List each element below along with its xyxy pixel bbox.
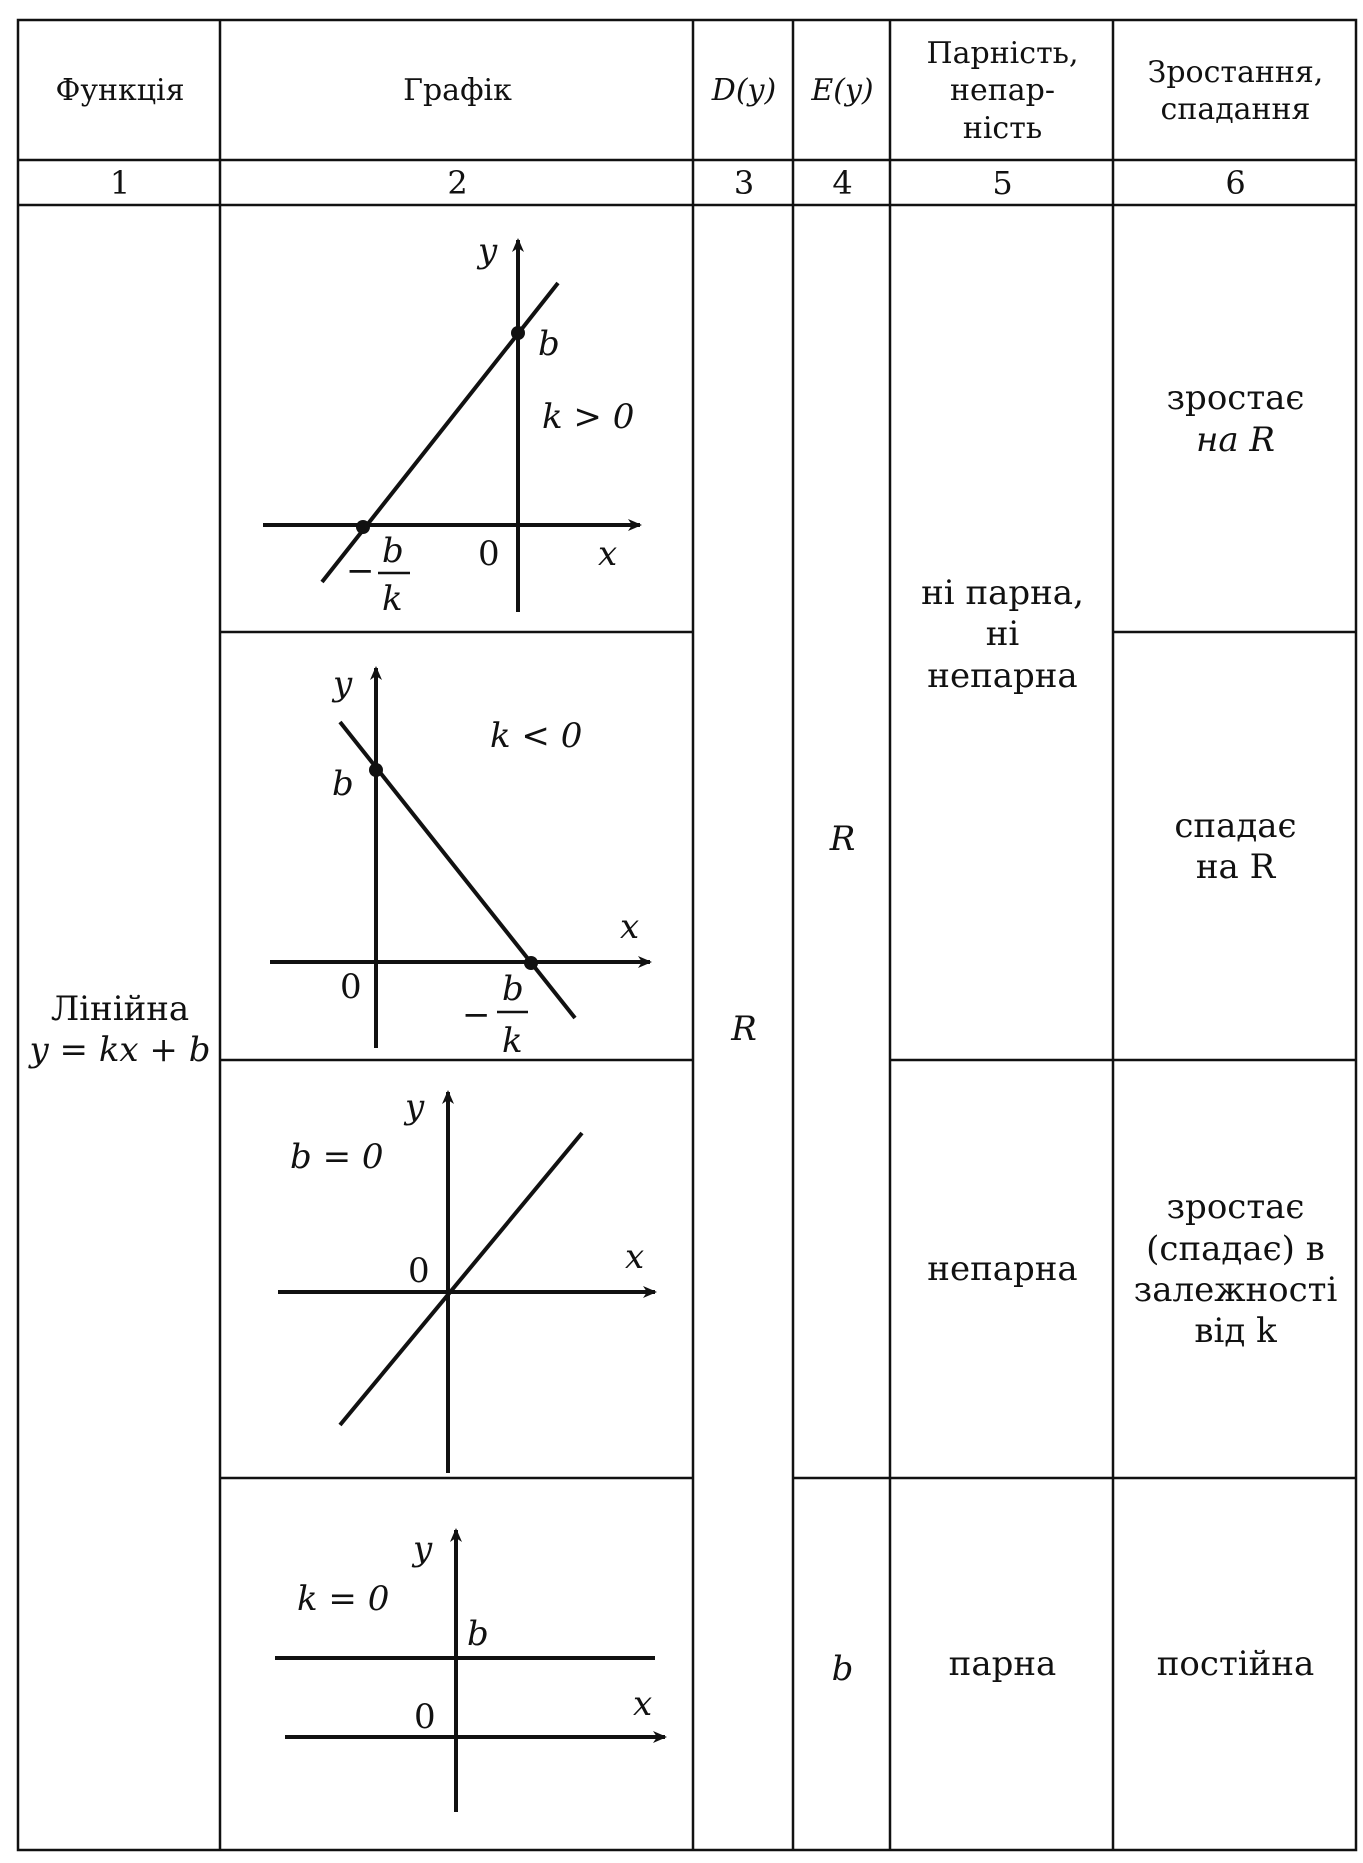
- b-label: b: [467, 1614, 489, 1654]
- column-number-6: 6: [1225, 163, 1246, 202]
- condition-label: b = 0: [290, 1137, 384, 1177]
- header-graph: Графік: [403, 73, 512, 109]
- column-number-3: 3: [733, 163, 755, 202]
- condition-label: k < 0: [490, 716, 583, 756]
- graph-k-zero: [275, 1530, 665, 1812]
- b-label: b: [538, 324, 560, 364]
- y-intercept-point: [369, 763, 383, 777]
- y-label: y: [478, 231, 498, 271]
- monotonic-increasing: зростає на R: [1166, 378, 1305, 460]
- header-domain: D(y): [711, 73, 777, 109]
- header-function: Функція: [55, 73, 185, 109]
- fraction-numerator: b: [502, 969, 524, 1009]
- parity-even: парна: [948, 1644, 1057, 1685]
- origin-label: 0: [414, 1697, 436, 1737]
- x-label: x: [620, 907, 640, 947]
- function-name: Лінійна: [50, 988, 190, 1029]
- x-intercept-point: [524, 956, 538, 970]
- function-formula: y = kx + b: [29, 1030, 211, 1070]
- monotonic-constant: постійна: [1156, 1644, 1315, 1685]
- x-intercept-point: [356, 520, 370, 534]
- b-label: b: [332, 764, 354, 804]
- fraction-numerator: b: [382, 531, 404, 571]
- column-number-5: 5: [992, 163, 1013, 202]
- range-value-r: R: [829, 819, 856, 860]
- condition-label: k = 0: [297, 1579, 390, 1619]
- column-number-4: 4: [832, 163, 853, 202]
- domain-value: R: [731, 1009, 757, 1050]
- y-label: y: [333, 664, 353, 704]
- y-label: y: [413, 1529, 433, 1569]
- range-value-b: b: [831, 1649, 854, 1690]
- parity-general: ні парна, ні непарна: [921, 572, 1084, 696]
- monotonic-decreasing: спадає на R: [1174, 805, 1297, 887]
- graph-k-negative: [270, 668, 650, 1048]
- y-intercept-point: [511, 326, 525, 340]
- neg-sign: −: [462, 995, 491, 1035]
- origin-label: 0: [478, 534, 500, 574]
- header-monotonic: Зростання, спадання: [1147, 54, 1324, 127]
- column-number-2: 2: [447, 163, 468, 202]
- origin-label: 0: [340, 967, 362, 1007]
- monotonic-depends: зростає (спадає) в залежності від k: [1133, 1187, 1338, 1352]
- y-label: y: [405, 1087, 425, 1127]
- x-label: x: [633, 1684, 653, 1724]
- x-label: x: [625, 1237, 645, 1277]
- header-parity: Парність, непар- ність: [926, 35, 1079, 146]
- neg-sign: −: [346, 551, 375, 591]
- fraction-denominator: k: [502, 1021, 523, 1061]
- origin-label: 0: [408, 1251, 430, 1291]
- fraction-denominator: k: [382, 579, 403, 619]
- column-number-1: 1: [109, 163, 131, 202]
- header-range: E(y): [811, 73, 874, 109]
- x-label: x: [598, 534, 618, 574]
- parity-odd: непарна: [927, 1249, 1078, 1290]
- condition-label: k > 0: [542, 397, 635, 437]
